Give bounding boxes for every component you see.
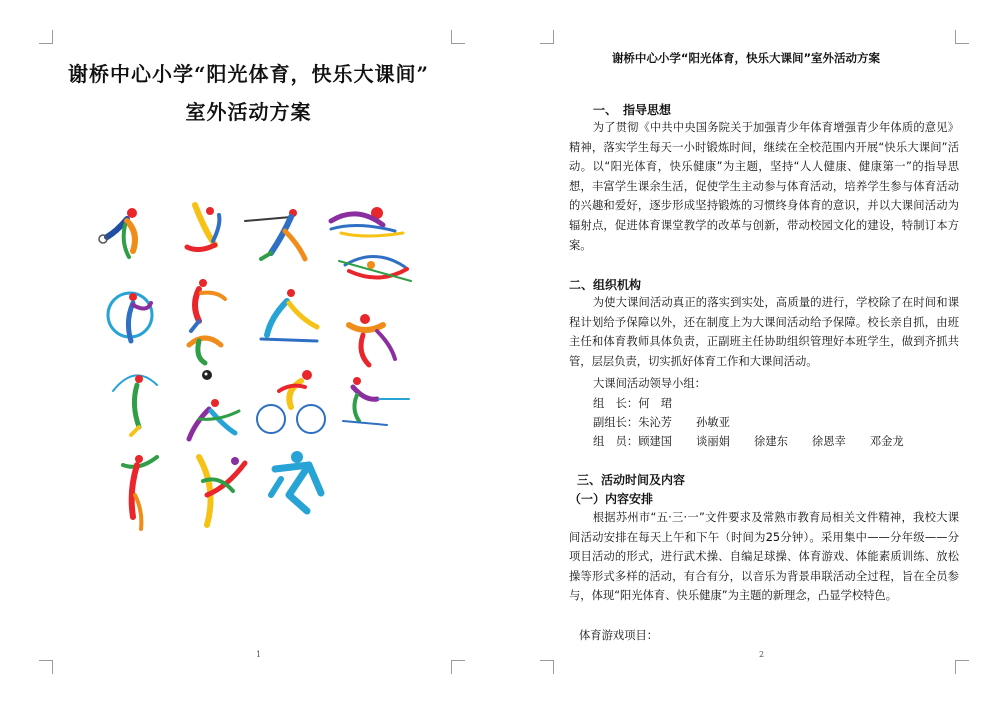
member-label: 组 员： [593,435,639,448]
member-name: 邓金龙 [869,435,904,448]
dance-icon [187,205,219,250]
section-3-body: 根据苏州市“五·三·一”文件要求及常熟市教育局相关文件精神，我校大课间活动安排在每天上午和下午（时间为25分钟）。采用集中——分年级——分项目活动的形式，进行武术操、自编足球操、体育游戏、体能素质训练、放松操等形式多样的活动，有合有分，以音乐为背景串联活动全过程，旨在全员参与，体现“阳光体育、快乐健康”为主题的新理念，凸显学校特色。 [569,511,959,603]
table-tennis-icon [191,279,225,331]
swimming-icon [331,207,403,236]
section-2-body: 为使大课间活动真正的落实到实处，高质量的进行，学校除了在时间和课程计划给予保障以外，还在制度上为大课间活动给予保障。校长亲自抓，由班主任和体育教师具体负责，正副班主任协助组织管理好本班学生，做到齐抓共管，层层负责，切实抓好体育工作和大课间活动。 [569,296,959,368]
deputy-name: 孙敏亚 [696,416,731,429]
rowing-icon [339,256,411,281]
running-header: 谢桥中心小学“阳光体育，快乐大课间”室外活动方案 [611,51,881,65]
member-name: 徐建东 [754,435,788,448]
gymnastics-icon [108,293,152,341]
running-icon [189,399,239,439]
deputy-name: 朱沁芳 [638,416,673,429]
document-page-2 [497,0,995,702]
crop-mark [451,30,465,44]
badminton-icon [99,208,137,257]
member-name: 谈丽娟 [696,435,731,448]
fencing-icon [245,209,305,259]
section-1-body: 为了贯彻《中共中央国务院关于加强青少年体育增强青少年体质的意见》精神，落实学生每天一小时锻炼时间，继续在全校范围内开展“快乐大课间”活动。以“阳光体育，快乐健康”为主题，坚持“人人健康、健康第一”的指导思想，丰富学生课余生活，促使学生主动参与体育活动，培养学生参与体育活动的兴趣和爱好，逐步形成坚持锻炼的习惯终身体育的意识，并以大课间活动为辐射点，促进体育课堂教学的改革与创新，带动校园文化的建设，特制订本方案。 [569,121,959,252]
group-leader: 组 长：何 珺 [593,397,673,410]
document-title-line-2: 室外活动方案 [185,100,312,124]
sports-pictogram-collage [95,195,425,545]
section-3-subheading: （一）内容安排 [569,492,654,506]
crop-mark [451,660,465,674]
page-number: 1 [256,650,262,659]
cycling-icon [257,370,325,433]
section-3-heading: 三、活动时间及内容 [577,473,686,487]
crop-mark [955,30,969,44]
athletics-icon [271,451,321,511]
deputy-label: 副组长： [593,416,639,429]
group-deputies [593,414,754,430]
ribbon-icon [113,375,157,435]
skating-icon [261,289,317,341]
section-1-heading: 一、 指导思想 [593,103,672,117]
diving-icon [199,457,245,525]
crop-mark [39,660,53,674]
section-2-heading: 二、组织机构 [569,278,642,292]
hockey-icon [343,377,409,425]
crop-mark [540,660,554,674]
golf-icon [123,455,157,529]
document-title-line-1: 谢桥中心小学“阳光体育，快乐大课间” [67,62,429,86]
group-members [593,433,928,449]
crop-mark [39,30,53,44]
member-name: 徐恩幸 [811,435,846,448]
page-number: 2 [759,650,765,659]
crop-mark [955,660,969,674]
leadership-group-title: 大课间活动领导小组： [593,377,706,390]
games-list-title: 体育游戏项目： [579,629,659,642]
member-name: 顾建国 [638,435,673,448]
boxing-icon [349,314,395,365]
document-page-1 [0,0,497,702]
crop-mark [540,30,554,44]
football-icon [189,338,221,380]
